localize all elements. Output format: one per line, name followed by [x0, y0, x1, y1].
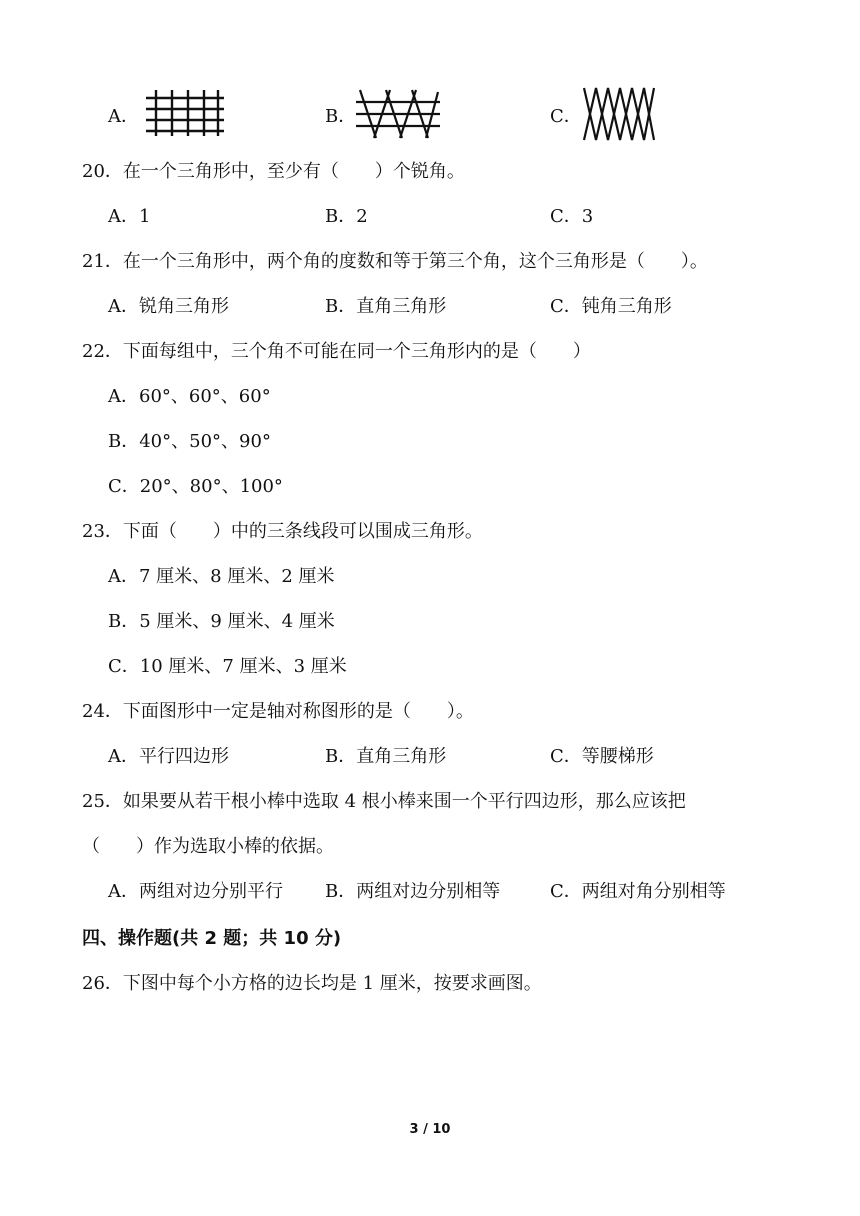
q19-option-a-label: A．: [108, 106, 139, 127]
q25-option-a: A．两组对边分别平行: [108, 881, 283, 902]
page-number: 3 / 10: [409, 1122, 451, 1137]
q24-stem: 24．下面图形中一定是轴对称图形的是（ ）。: [82, 701, 474, 722]
q23-option-c: C．10 厘米、7 厘米、3 厘米: [108, 656, 347, 677]
q22-stem: 22．下面每组中，三个角不可能在同一个三角形内的是（ ）: [82, 341, 591, 362]
q25-option-b: B．两组对边分别相等: [325, 881, 501, 902]
q23-option-a: A．7 厘米、8 厘米、2 厘米: [108, 566, 335, 587]
crossed-slanted-lines-icon: [356, 88, 440, 140]
q22-option-b: B．40°、50°、90°: [108, 431, 271, 452]
q24-option-b: B．直角三角形: [325, 746, 447, 767]
q21-option-c: C．钝角三角形: [550, 296, 672, 317]
q20-option-b: B．2: [325, 206, 368, 227]
q19-option-c-label: C．: [550, 106, 582, 127]
q20-option-a: A．1: [108, 206, 151, 227]
q24-option-c: C．等腰梯形: [550, 746, 654, 767]
q22-option-c: C．20°、80°、100°: [108, 476, 283, 497]
q21-stem: 21．在一个三角形中，两个角的度数和等于第三个角，这个三角形是（ ）。: [82, 251, 708, 272]
q25-stem-line1: 25．如果要从若干根小棒中选取 4 根小棒来围一个平行四边形，那么应该把: [82, 791, 686, 812]
q25-option-c: C．两组对角分别相等: [550, 881, 726, 902]
zigzag-lines-icon: [582, 86, 656, 142]
q24-option-a: A．平行四边形: [108, 746, 229, 767]
q21-option-b: B．直角三角形: [325, 296, 447, 317]
section-heading: 四、操作题(共 2 题；共 10 分): [82, 928, 342, 949]
q20-stem: 20．在一个三角形中，至少有（ ）个锐角。: [82, 161, 465, 182]
q26-stem: 26．下图中每个小方格的边长均是 1 厘米，按要求画图。: [82, 973, 542, 994]
q21-option-a: A．锐角三角形: [108, 296, 229, 317]
q19-option-b-label: B．: [325, 106, 357, 127]
q23-option-b: B．5 厘米、9 厘米、4 厘米: [108, 611, 335, 632]
grid-lines-icon: [146, 88, 224, 138]
q23-stem: 23．下面（ ）中的三条线段可以围成三角形。: [82, 521, 483, 542]
q20-option-c: C．3: [550, 206, 594, 227]
q22-option-a: A．60°、60°、60°: [108, 386, 271, 407]
q25-stem-line2: （ ）作为选取小棒的依据。: [82, 836, 334, 857]
